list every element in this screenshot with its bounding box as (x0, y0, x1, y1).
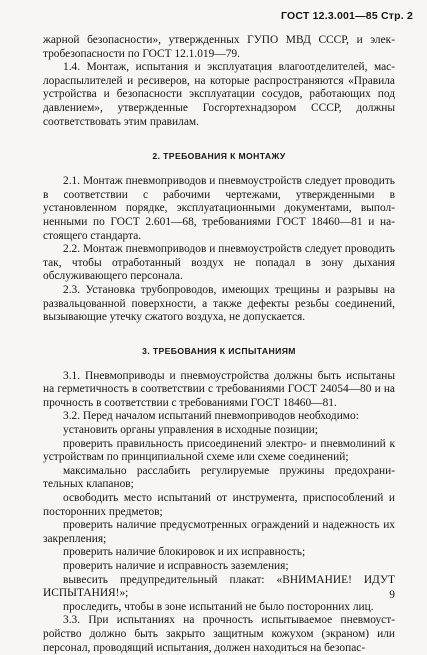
paragraph-intro: жарной безопасности», утвержденных ГУПО МВД СССР, и электробезопасности по ГОСТ 12.1.019—79. (43, 34, 395, 60)
list-item: вывесить предупредительный плакат: «ВНИМАНИЕ! ИДУТ ИСПЫТАНИЯ!»; (43, 573, 395, 600)
document-body (43, 34, 395, 655)
paragraph-2-3: 2.3. Установка трубопроводов, имеющих трещины и разрывы на развальцованной поверхности, а также дефекты резьбы соединений, вызывающие утечку сжатого воздуха, не допускается. (43, 283, 395, 324)
section-heading-3: 3. ТРЕБОВАНИЯ К ИСПЫТАНИЯМ (142, 345, 296, 356)
paragraph-2-1: 2.1. Монтаж пневмоприводов и пневмоустройств следует проводить в соответствии с рабочими чертежами, утвержденными в установленном порядке, эксплуатационными документами, выполненными по ГОСТ 2.601—68, требованиями ГОСТ 18460—81 и настоящего стандарта. (43, 175, 395, 242)
page-number: 9 (389, 589, 395, 601)
list-item: проверить наличие блокировок и их исправность; (63, 546, 306, 559)
list-item: проверить наличие предусмотренных ограждений и надежность их закрепления; (43, 519, 395, 545)
list-item: освободить место испытаний от инструмента, приспособлений и посторонних предметов; (43, 492, 395, 518)
page-header: ГОСТ 12.3.001—85 Стр. 2 (280, 10, 413, 22)
list-item: установить органы управления в исходные позиции; (63, 424, 318, 437)
paragraph-3-3: 3.3. При испытаниях на прочность испытываемое пневмоустройство должно быть закрыто защитным кожухом (экраном) или персонал, проводящий испытания, должен находиться на безопас- (43, 614, 395, 654)
paragraph-3-2: 3.2. Перед началом испытаний пневмоприводов необходимо: (63, 410, 359, 423)
list-item: проверить наличие и исправность заземления; (63, 560, 289, 572)
paragraph-3-1: 3.1. Пневмоприводы и пневмоустройства должны быть испытаны на герметичность в соответствии с требованиями ГОСТ 24054—80 и на прочность в соответствии с требованиями ГОСТ 18460—81. (43, 369, 395, 409)
section-heading-2: 2. ТРЕБОВАНИЯ К МОНТАЖУ (152, 151, 286, 162)
paragraph-1-4: 1.4. Монтаж, испытания и эксплуатация влагоотделителей, маслораспылителей и ресиверов, на которые распространяются «Правила устройства и безопасности эксплуатации сосудов, работающих под давлением», утвержденные Госгортехнадзором СССР, должны соответствовать этим правилам. (43, 61, 395, 128)
list-item: проследить, чтобы в зоне испытаний не было посторонних лиц. (63, 600, 374, 613)
list-item: максимально расслабить регулируемые пружины предохранительных клапанов; (43, 464, 395, 491)
list-item: проверить правильность присоединений электро- и пневмолиний к устройствам по принципиальной схеме или схеме соединений; (43, 437, 395, 464)
paragraph-2-2: 2.2. Монтаж пневмоприводов и пневмоустройств следует проводить так, чтобы отработанный воздух не попадал в зону дыхания обслуживающего персонала. (43, 243, 395, 283)
